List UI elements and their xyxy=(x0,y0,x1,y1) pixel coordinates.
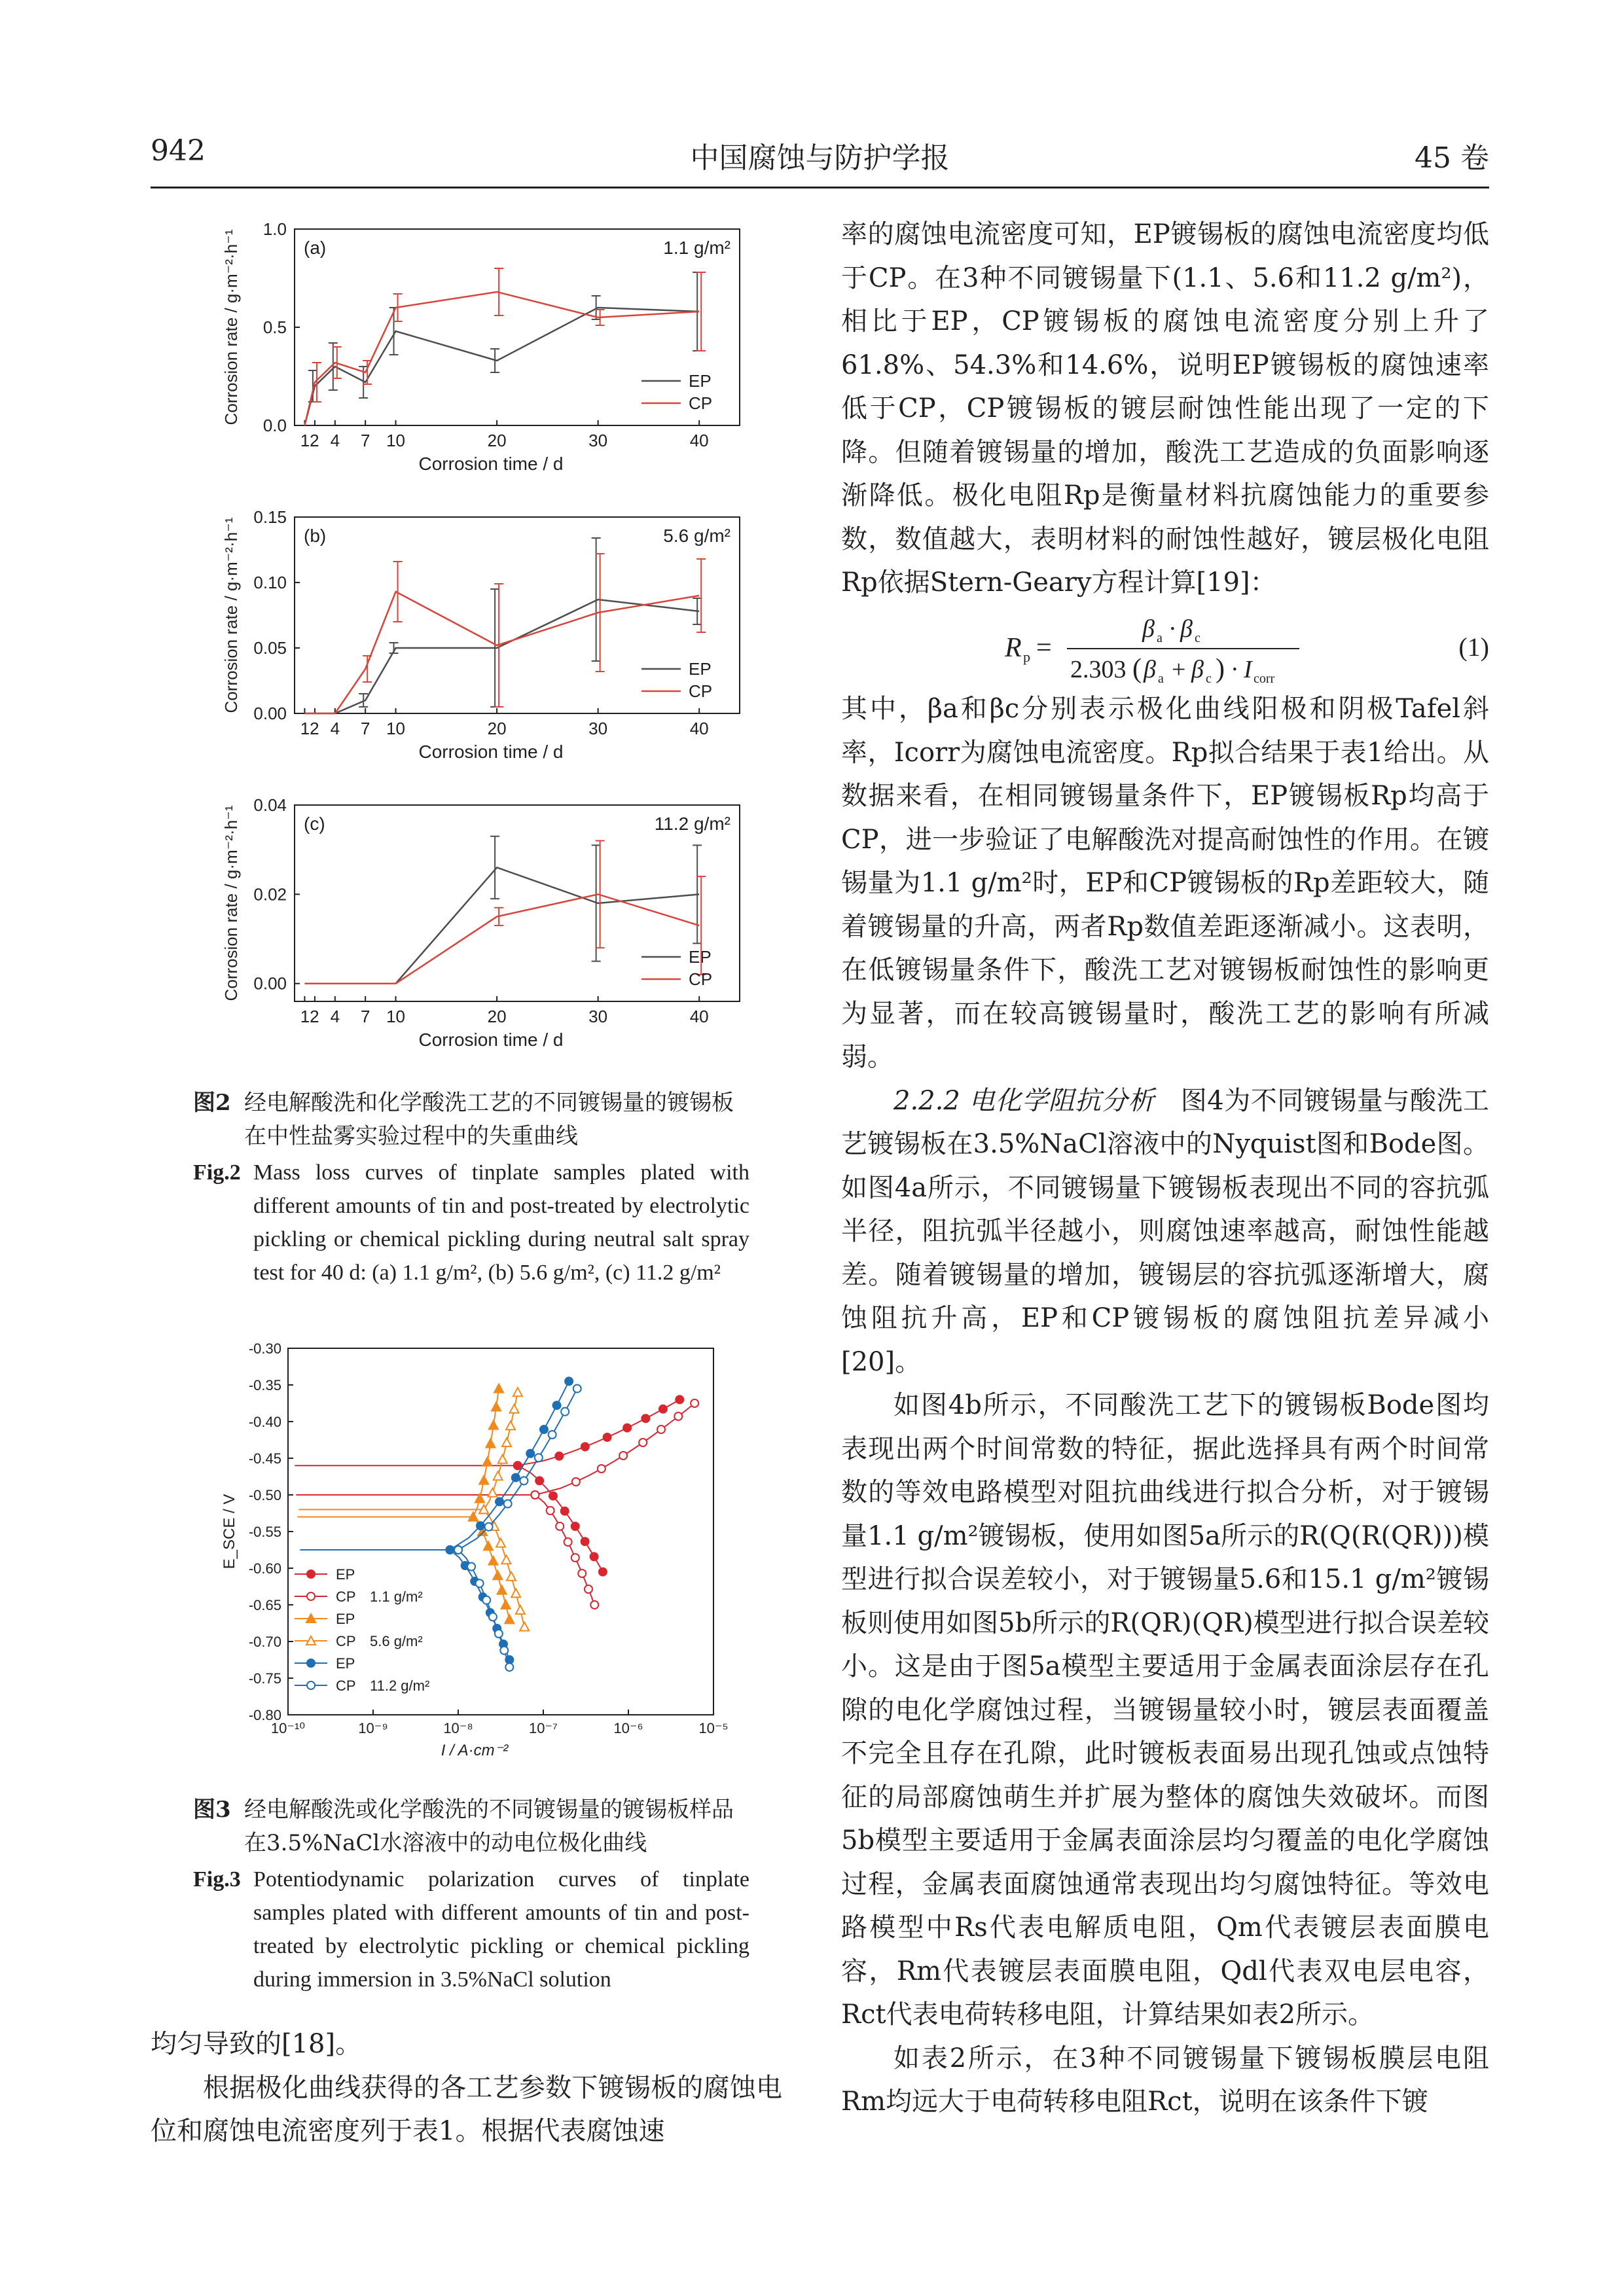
plot-frame xyxy=(295,229,740,425)
data-marker xyxy=(547,1507,554,1515)
data-marker xyxy=(598,1465,605,1473)
data-marker xyxy=(511,1588,520,1597)
y-axis-label: E_SCE / V xyxy=(221,1494,238,1570)
y-axis-label: Corrosion rate / g·m⁻²·h⁻¹ xyxy=(221,229,241,425)
y-tick-label: -0.50 xyxy=(248,1487,281,1503)
svg-text:β: β xyxy=(1191,656,1204,683)
y-tick-label: 0.15 xyxy=(253,507,287,527)
data-marker xyxy=(581,1537,589,1545)
y-tick-label: -0.80 xyxy=(248,1707,281,1723)
fig2-panel-2 xyxy=(221,507,740,762)
legend-group-label: 5.6 g/m² xyxy=(370,1633,423,1649)
data-marker xyxy=(619,1452,627,1460)
x-tick-label: 7 xyxy=(360,719,370,738)
legend-label-ep: EP xyxy=(689,659,712,679)
x-tick-label: 30 xyxy=(588,1007,608,1026)
legend-label-cp: CP xyxy=(689,969,713,989)
fig2-panel-1 xyxy=(221,219,740,474)
x-tick-label: 10⁻⁹ xyxy=(358,1720,388,1736)
x-tick-label: 12 xyxy=(300,719,319,738)
data-marker xyxy=(479,1476,488,1484)
fig2-caption-en-label: Fig.2 xyxy=(193,1160,241,1185)
equation-number: (1) xyxy=(1458,632,1489,662)
svg-text:): ) xyxy=(1216,654,1225,684)
svg-text:c: c xyxy=(1195,631,1200,645)
data-marker xyxy=(549,1492,557,1500)
panel-annotation: 1.1 g/m² xyxy=(663,238,731,258)
data-marker xyxy=(483,1458,492,1466)
svg-text:β: β xyxy=(1180,615,1193,643)
data-marker xyxy=(535,1477,543,1484)
data-marker xyxy=(556,1522,564,1530)
polarization-curve-a xyxy=(535,1403,695,1495)
x-tick-label: 10 xyxy=(386,719,406,738)
data-marker xyxy=(494,1471,503,1480)
legend-label-ep: EP xyxy=(689,371,712,391)
data-marker xyxy=(561,1507,569,1515)
panel-label: (b) xyxy=(304,526,327,546)
data-marker xyxy=(581,1443,589,1450)
data-marker xyxy=(505,1615,514,1623)
y-tick-label: 0.05 xyxy=(253,638,287,658)
right-paragraph-1: 率的腐蚀电流密度可知，EP镀锡板的腐蚀电流密度均低于CP。在3种不同镀锡量下(1.1、5.6和11.2 g/m²)，相比于EP，CP镀锡板的腐蚀电流密度分别上升了61.8%、54.3%和14.6%，说明EP镀锡板的腐蚀速率低于CP，CP镀锡板的镀层耐蚀性能出现了一定的下降。但随着镀锡量的增加，酸洗工艺造成的负面影响逐渐降低。极化电阻Rp是衡量材料抗腐蚀能力的重要参数，数值越大，表明材料的耐蚀性越好，镀层极化电阻Rp依据Stern-Geary方程计算[19]： xyxy=(841,219,1489,598)
section-heading-2-2-2: 2.2.2 电化学阻抗分析 xyxy=(893,1085,1155,1116)
panel-label: (c) xyxy=(304,814,325,834)
data-marker xyxy=(496,1498,503,1505)
svg-text:a: a xyxy=(1158,672,1164,684)
data-marker xyxy=(492,1403,501,1411)
x-tick-label: 40 xyxy=(689,431,709,450)
data-marker xyxy=(555,1452,563,1460)
y-tick-label: -0.75 xyxy=(248,1670,281,1687)
y-tick-label: 0.0 xyxy=(262,416,287,435)
x-tick-label: 20 xyxy=(487,431,507,450)
y-tick-label: -0.35 xyxy=(248,1377,281,1393)
fig3-caption-en: Potentiodynamic polarization curves of tinplate samples plated with different amounts of tin and post-treated by electrolytic pickling or chemical pickling during immersion in 3.5%NaCl solution xyxy=(253,1867,749,1992)
x-tick-label: 4 xyxy=(330,1007,340,1026)
left-paragraph-2: 根据极化曲线获得的各工艺参数下镀锡板的腐蚀电位和腐蚀电流密度列于表1。根据代表腐蚀速 xyxy=(151,2072,782,2146)
data-marker xyxy=(526,1450,534,1458)
svg-text:·: · xyxy=(1231,656,1239,683)
data-marker xyxy=(514,1462,522,1469)
svg-text:·: · xyxy=(1168,615,1177,643)
header-rule xyxy=(151,187,1489,188)
x-tick-label: 4 xyxy=(330,719,340,738)
data-marker xyxy=(585,1585,592,1593)
fig2-panel-3 xyxy=(221,795,740,1050)
y-tick-label: 0.5 xyxy=(262,317,287,337)
y-axis-label: Corrosion rate / g·m⁻²·h⁻¹ xyxy=(221,805,241,1001)
data-marker xyxy=(623,1424,631,1432)
svg-text:2.303: 2.303 xyxy=(1070,656,1127,683)
data-marker xyxy=(476,1579,484,1587)
legend-group-label: 1.1 g/m² xyxy=(370,1588,423,1605)
data-marker xyxy=(484,1541,493,1550)
legend-label: EP xyxy=(336,1655,355,1672)
x-tick-label: 12 xyxy=(300,1007,319,1026)
legend-marker xyxy=(307,1659,315,1667)
data-marker xyxy=(510,1405,519,1413)
fig2-caption-cn: 经电解酸洗和化学酸洗工艺的不同镀锡量的镀锡板在中性盐雾实验过程中的失重曲线 xyxy=(244,1090,734,1149)
data-marker xyxy=(639,1439,647,1446)
svg-text:(: ( xyxy=(1132,654,1142,684)
y-tick-label: 0.00 xyxy=(253,973,287,994)
data-marker xyxy=(493,1571,502,1579)
right-paragraph-3: 图4为不同镀锡量与酸洗工艺镀锡板在3.5%NaCl溶液中的Nyquist图和Bode图。如图4a所示，不同镀锡量下镀锡板表现出不同的容抗弧半径，阻抗弧半径越小，则腐蚀速率越高，耐蚀性能越差。随着镀锡量的增加，镀锡层的容抗弧逐渐增大，腐蚀阻抗升高，EP和CP镀锡板的腐蚀阻抗差异减小[20]。 xyxy=(841,1085,1489,1377)
y-tick-label: -0.45 xyxy=(248,1450,281,1467)
fig3-caption xyxy=(193,1793,749,1996)
data-marker xyxy=(512,1474,520,1482)
data-marker xyxy=(489,1613,497,1621)
data-marker xyxy=(540,1426,548,1433)
x-tick-label: 10⁻⁷ xyxy=(528,1720,558,1736)
equation-1 xyxy=(841,612,1489,684)
data-marker xyxy=(571,1522,579,1530)
x-tick-label: 7 xyxy=(360,1007,370,1026)
data-marker xyxy=(496,1539,505,1547)
data-marker xyxy=(513,1388,522,1396)
legend-label: EP xyxy=(336,1611,355,1627)
data-marker xyxy=(506,1421,515,1429)
data-marker xyxy=(495,1630,503,1638)
data-marker xyxy=(674,1412,682,1420)
data-marker xyxy=(590,1552,598,1560)
data-marker xyxy=(564,1538,572,1546)
panel-annotation: 11.2 g/m² xyxy=(654,814,731,834)
svg-text:β: β xyxy=(1144,656,1156,683)
svg-text:β: β xyxy=(1142,615,1155,643)
y-tick-label: -0.65 xyxy=(248,1597,281,1613)
volume-label: 45 卷 xyxy=(1415,141,1489,175)
x-tick-label: 30 xyxy=(588,719,608,738)
fig3-caption-cn-label: 图3 xyxy=(193,1797,231,1823)
data-marker xyxy=(501,1555,511,1564)
x-tick-label: 4 xyxy=(330,431,340,450)
legend-label: CP xyxy=(336,1633,356,1649)
right-column-text-2 xyxy=(841,687,1489,2124)
y-tick-label: 0.00 xyxy=(253,704,287,723)
legend-label-cp: CP xyxy=(689,681,713,701)
legend-label: CP xyxy=(336,1677,356,1694)
x-tick-label: 10⁻⁸ xyxy=(443,1720,473,1736)
right-paragraph-2: 其中，βa和βc分别表示极化曲线阳极和阴极Tafel斜率，Icorr为腐蚀电流密度。Rp拟合结果于表1给出。从数据来看，在相同镀锡量条件下，EP镀锡板Rp均高于CP，进一步验证了电解酸洗对提高耐蚀性的作用。在镀锡量为1.1 g/m²时，EP和CP镀锡板的Rp差距较大，随着镀锡量的升高，两者Rp数值差距逐渐减小。这表明，在低镀锡量条件下，酸洗工艺对镀锡板耐蚀性的影响更为显著，而在较高镀锡量时，酸洗工艺的影响有所减弱。 xyxy=(841,694,1489,1072)
data-marker xyxy=(572,1478,580,1486)
legend-group-label: 11.2 g/m² xyxy=(370,1677,430,1694)
fig2-caption xyxy=(193,1086,749,1289)
data-marker xyxy=(549,1431,556,1439)
panel-annotation: 5.6 g/m² xyxy=(663,526,731,546)
x-tick-label: 7 xyxy=(360,431,370,450)
y-tick-label: 1.0 xyxy=(262,219,287,239)
y-tick-label: -0.40 xyxy=(248,1414,281,1430)
y-tick-label: 0.02 xyxy=(253,884,287,905)
svg-text:a: a xyxy=(1157,631,1163,645)
x-tick-label: 12 xyxy=(300,431,319,450)
x-tick-label: 20 xyxy=(487,719,507,738)
svg-text:R: R xyxy=(1005,633,1022,663)
data-marker xyxy=(565,1377,573,1385)
legend-label: CP xyxy=(336,1588,356,1605)
data-marker xyxy=(520,1477,528,1484)
running-header xyxy=(151,134,1489,180)
data-marker xyxy=(578,1570,586,1577)
fig3-caption-cn: 经电解酸洗或化学酸洗的不同镀锡量的镀锡板样品在3.5%NaCl水溶液中的动电位极化曲线 xyxy=(244,1797,734,1856)
y-tick-label: 0.10 xyxy=(253,573,287,592)
x-tick-label: 20 xyxy=(487,1007,507,1026)
data-marker xyxy=(599,1568,607,1576)
y-axis-label: Corrosion rate / g·m⁻²·h⁻¹ xyxy=(221,517,241,713)
x-tick-label: 10 xyxy=(386,431,406,450)
x-tick-label: 10 xyxy=(386,1007,406,1026)
x-axis-label: I / A·cm⁻² xyxy=(441,1742,509,1759)
right-paragraph-4: 如图4b所示，不同酸洗工艺下的镀锡板Bode图均表现出两个时间常数的特征，据此选择具有两个时间常数的等效电路模型对阻抗曲线进行拟合分析，对于镀锡量1.1 g/m²镀锡板，使用如图5a所示的R(Q(R(QR)))模型进行拟合误差较小，对于镀锡量5.6和15.1 g/m²镀锡板则使用如图5b所示的R(QR)(QR)模型进行拟合误差较小。这是由于图5a模型主要适用于金属表面涂层存在孔隙的电化学腐蚀过程，当镀锡量较小时，镀层表面覆盖不完全且存在孔隙，此时镀板表面易出现孔蚀或点蚀特征的局部腐蚀萌生并扩展为整体的腐蚀失效破坏。而图5b模型主要适用于金属表面涂层均匀覆盖的电化学腐蚀过程，金属表面腐蚀通常表现出均匀腐蚀特征。等效电路模型中Rs代表电解质电阻，Qm代表镀层表面膜电容，Rm代表镀层表面膜电阻，Qdl代表双电层电容，Rct代表电荷转移电阻，计算结果如表2所示。 xyxy=(841,1390,1489,2030)
svg-text:p: p xyxy=(1023,649,1030,665)
svg-text:corr: corr xyxy=(1254,672,1275,684)
y-tick-label: -0.55 xyxy=(248,1524,281,1540)
journal-title: 中国腐蚀与防护学报 xyxy=(690,141,950,175)
panel-label: (a) xyxy=(304,238,327,258)
data-marker xyxy=(494,1384,503,1393)
legend-marker xyxy=(307,1570,315,1578)
y-tick-label: 0.04 xyxy=(253,795,287,815)
data-marker xyxy=(561,1408,569,1416)
page-number: 942 xyxy=(151,134,206,168)
data-marker xyxy=(501,1600,511,1609)
left-paragraph-1: 均匀导致的[18]。 xyxy=(151,2029,362,2059)
data-marker xyxy=(477,1522,484,1530)
left-column-text xyxy=(151,2022,782,2153)
data-marker xyxy=(488,1488,497,1497)
data-marker xyxy=(535,1454,543,1462)
y-tick-label: -0.30 xyxy=(248,1340,281,1357)
data-marker xyxy=(641,1414,649,1422)
x-tick-label: 10⁻⁶ xyxy=(613,1720,643,1736)
fig3-caption-en-label: Fig.3 xyxy=(193,1867,241,1892)
data-marker xyxy=(482,1596,490,1604)
figure-3 xyxy=(209,1335,766,1787)
data-marker xyxy=(531,1491,539,1499)
legend-marker xyxy=(307,1592,315,1600)
data-marker xyxy=(485,1523,493,1531)
data-marker xyxy=(604,1433,611,1441)
legend-label: EP xyxy=(336,1566,355,1583)
x-axis-label: Corrosion time / d xyxy=(418,742,564,762)
y-tick-label: -0.60 xyxy=(248,1560,281,1577)
x-axis-label: Corrosion time / d xyxy=(418,1030,564,1050)
right-column-text xyxy=(841,213,1489,605)
data-marker xyxy=(657,1426,665,1433)
data-marker xyxy=(573,1385,581,1393)
x-tick-label: 10⁻⁵ xyxy=(698,1720,729,1736)
svg-text:I: I xyxy=(1244,656,1252,683)
data-marker xyxy=(488,1556,497,1565)
legend-marker xyxy=(307,1681,315,1689)
data-marker xyxy=(571,1554,579,1562)
y-tick-label: -0.70 xyxy=(248,1634,281,1650)
legend-label-cp: CP xyxy=(689,393,713,413)
data-marker xyxy=(486,1439,495,1448)
data-marker xyxy=(590,1601,598,1609)
svg-text:=: = xyxy=(1036,633,1052,663)
data-marker xyxy=(520,1623,529,1631)
x-axis-label: Corrosion time / d xyxy=(418,454,564,474)
data-marker xyxy=(497,1586,507,1594)
x-tick-label: 40 xyxy=(689,1007,709,1026)
plot-frame xyxy=(295,517,740,713)
data-marker xyxy=(500,1647,508,1655)
fig2-caption-en: Mass loss curves of tinplate samples plated with different amounts of tin and post-treated by electrolytic pickling or chemical pickling during neutral salt spray test for 40 d: (a) 1.1 g/m², (b) 5.6 g/m², (c) 11.2 g/m² xyxy=(253,1160,749,1285)
data-marker xyxy=(659,1405,667,1413)
plot-frame xyxy=(295,805,740,1001)
data-marker xyxy=(504,1500,512,1508)
data-marker xyxy=(516,1605,525,1614)
svg-text:+: + xyxy=(1172,656,1186,683)
right-paragraph-5: 如表2所示，在3种不同镀锡量下镀锡板膜层电阻Rm均远大于电荷转移电阻Rct，说明在该条件下镀 xyxy=(841,2043,1489,2117)
data-marker xyxy=(502,1438,511,1446)
x-tick-label: 10⁻¹⁰ xyxy=(270,1720,306,1736)
data-marker xyxy=(691,1399,698,1407)
data-marker xyxy=(553,1401,561,1409)
figure-2 xyxy=(209,216,772,1080)
legend-label-ep: EP xyxy=(689,947,712,967)
x-tick-label: 40 xyxy=(689,719,709,738)
data-marker xyxy=(498,1455,507,1463)
x-tick-label: 30 xyxy=(588,431,608,450)
data-marker xyxy=(467,1563,475,1571)
equation-1-formula xyxy=(841,612,1489,684)
fig2-caption-cn-label: 图2 xyxy=(193,1090,231,1116)
data-marker xyxy=(489,1421,498,1429)
data-marker xyxy=(454,1546,462,1554)
data-marker xyxy=(507,1572,516,1581)
data-marker xyxy=(676,1395,683,1403)
svg-text:c: c xyxy=(1206,672,1212,684)
data-marker xyxy=(505,1663,513,1671)
